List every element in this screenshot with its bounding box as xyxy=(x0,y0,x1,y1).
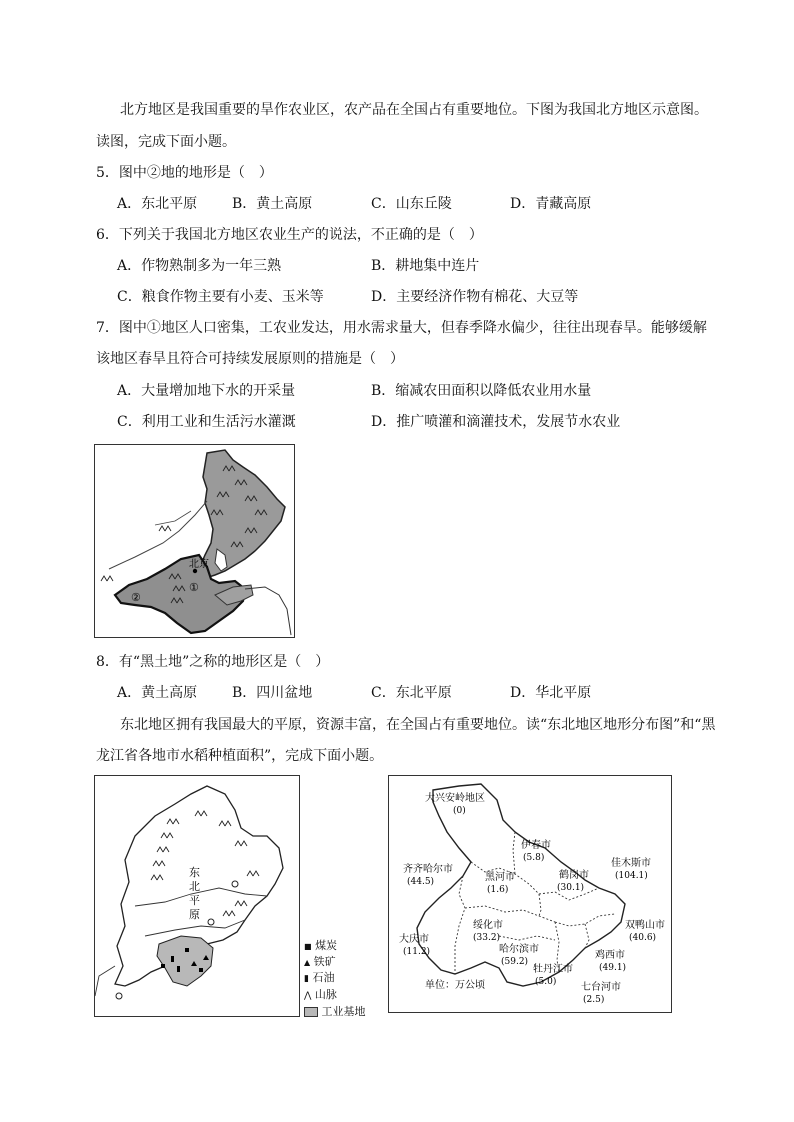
coal-icon: ■ xyxy=(304,942,312,951)
city-name-jiamusi: 佳木斯市 xyxy=(611,858,651,869)
iron-icon: ▲ xyxy=(304,958,311,967)
legend-item-industrial xyxy=(304,1004,384,1019)
northeast-terrain-map xyxy=(94,775,300,1017)
city-value-hegang: (30.1) xyxy=(557,883,585,893)
question-6-option-b[interactable]: B．耕地集中连片 xyxy=(371,258,480,274)
legend-item-coal xyxy=(304,938,384,954)
legend-label-mountain: 山脉 xyxy=(314,988,337,1001)
northeast-plain-region xyxy=(199,450,285,579)
question-5-option-b[interactable]: B．黄土高原 xyxy=(232,196,313,212)
north-china-map-svg xyxy=(95,445,294,637)
city-value-yichun: (5.8) xyxy=(523,853,545,863)
question-6-stem: 6．下列关于我国北方地区农业生产的说法，不正确的是（ ） xyxy=(96,227,483,243)
question-7-option-c[interactable]: C．利用工业和生活污水灌溉 xyxy=(117,414,296,430)
mountain-icon: ⋀ xyxy=(304,991,312,1001)
question-7-stem-line-2: 该地区春旱且符合可持续发展原则的措施是（ ） xyxy=(96,351,404,367)
legend-item-oil xyxy=(304,970,384,987)
question-8-option-b[interactable]: B．四川盆地 xyxy=(232,685,313,701)
legend-label-industrial: 工业基地 xyxy=(321,1005,366,1018)
city-name-yichun: 伊春市 xyxy=(521,840,551,851)
northeast-terrain-map-svg xyxy=(95,776,299,1016)
question-6-option-d[interactable]: D．主要经济作物有棉花、大豆等 xyxy=(371,289,579,305)
legend-item-mountain xyxy=(304,987,384,1004)
heilongjiang-rice-map xyxy=(388,775,672,1013)
legend-item-iron xyxy=(304,954,384,970)
city-value-daqing: (11.2) xyxy=(403,947,431,957)
city-value-jixi: (49.1) xyxy=(599,963,627,973)
plain-label-char-1: 东 xyxy=(189,866,200,879)
question-8-option-d[interactable]: D．华北平原 xyxy=(510,685,592,701)
region-1-label: ① xyxy=(189,581,199,594)
city-value-mudanjiang: (5.0) xyxy=(535,977,557,987)
city-name-heihe: 黑河市 xyxy=(485,872,515,883)
question-5-option-a[interactable]: A．东北平原 xyxy=(117,196,198,212)
city-name-jixi: 鸡西市 xyxy=(595,950,625,961)
legend-label-iron: 铁矿 xyxy=(313,955,336,968)
river-line-2 xyxy=(155,511,191,525)
intro-paragraph-line-2: 读图，完成下面小题。 xyxy=(96,134,236,150)
boundary-west xyxy=(95,966,115,996)
city-name-daqing: 大庆市 xyxy=(399,934,429,945)
heilongjiang-outline xyxy=(417,784,625,986)
question-7-option-b[interactable]: B．缩减农田面积以降低农业用水量 xyxy=(371,383,592,399)
question-7-option-d[interactable]: D．推广喷灌和滴灌技术，发展节水农业 xyxy=(371,414,621,430)
region-2-label: ② xyxy=(131,591,141,604)
question-8-option-c[interactable]: C．东北平原 xyxy=(371,685,452,701)
city-name-qitaihe: 七台河市 xyxy=(581,982,621,993)
city-value-shuangyashan: (40.6) xyxy=(629,933,657,943)
heilongjiang-rice-map-svg xyxy=(389,776,671,1012)
question-5-stem: 5．图中②地的地形是（ ） xyxy=(96,165,273,181)
question-5-option-c[interactable]: C．山东丘陵 xyxy=(371,196,452,212)
city-value-daxinganling: (0) xyxy=(453,806,466,816)
city-name-hegang: 鹤岗市 xyxy=(559,870,589,881)
city-name-daxinganling: 大兴安岭地区 xyxy=(425,793,485,804)
industrial-base-icon xyxy=(304,1007,318,1017)
city-value-jiamusi: (104.1) xyxy=(615,871,648,881)
city-value-suihua: (33.2) xyxy=(473,933,501,943)
oil-icon: ▮ xyxy=(304,974,309,984)
legend-label-coal: 煤炭 xyxy=(315,939,338,952)
map-unit-label: 单位：万公顷 xyxy=(425,980,485,991)
city-value-harbin: (59.2) xyxy=(501,957,529,967)
city-value-heihe: (1.6) xyxy=(487,885,509,895)
city-name-shuangyashan: 双鸭山市 xyxy=(625,920,665,931)
city-name-harbin: 哈尔滨市 xyxy=(499,944,539,955)
plain-label-char-4: 原 xyxy=(189,908,200,921)
question-7-option-a[interactable]: A．大量增加地下水的开采量 xyxy=(117,383,296,399)
city-name-suihua: 绥化市 xyxy=(473,920,503,931)
industrial-base-region xyxy=(157,936,213,986)
legend-label-oil: 石油 xyxy=(312,971,335,984)
city-name-qiqihar: 齐齐哈尔市 xyxy=(403,864,453,875)
question-6-option-a[interactable]: A．作物熟制多为一年三熟 xyxy=(117,258,282,274)
intro2-paragraph-line-2: 龙江省各地市水稻种植面积”，完成下面小题。 xyxy=(96,748,384,764)
intro2-paragraph-line-1: 东北地区拥有我国最大的平原，资源丰富，在全国占有重要地位。读“东北地区地形分布图”和“黑 xyxy=(120,717,716,733)
question-5-option-d[interactable]: D．青藏高原 xyxy=(510,196,592,212)
plain-label-char-3: 平 xyxy=(189,894,200,907)
question-7-stem-line-1: 7．图中①地区人口密集，工农业发达，用水需求量大，但春季降水偏少，往往出现春旱。能够缓解 xyxy=(96,320,707,336)
city-name-mudanjiang: 牡丹江市 xyxy=(533,964,573,975)
question-6-option-c[interactable]: C．粮食作物主要有小麦、玉米等 xyxy=(117,289,324,305)
north-china-map xyxy=(94,444,295,638)
plain-label-char-2: 北 xyxy=(189,880,200,893)
terrain-map-legend xyxy=(304,938,384,1019)
question-8-stem: 8．有“黑土地”之称的地形区是（ ） xyxy=(96,654,330,670)
question-8-option-a[interactable]: A．黄土高原 xyxy=(117,685,198,701)
city-value-qiqihar: (44.5) xyxy=(407,877,435,887)
city-value-qitaihe: (2.5) xyxy=(583,995,605,1005)
beijing-label: 北京 xyxy=(189,559,209,570)
intro-paragraph-line-1: 北方地区是我国重要的旱作农业区，农产品在全国占有重要地位。下图为我国北方地区示意图。 xyxy=(120,102,708,118)
